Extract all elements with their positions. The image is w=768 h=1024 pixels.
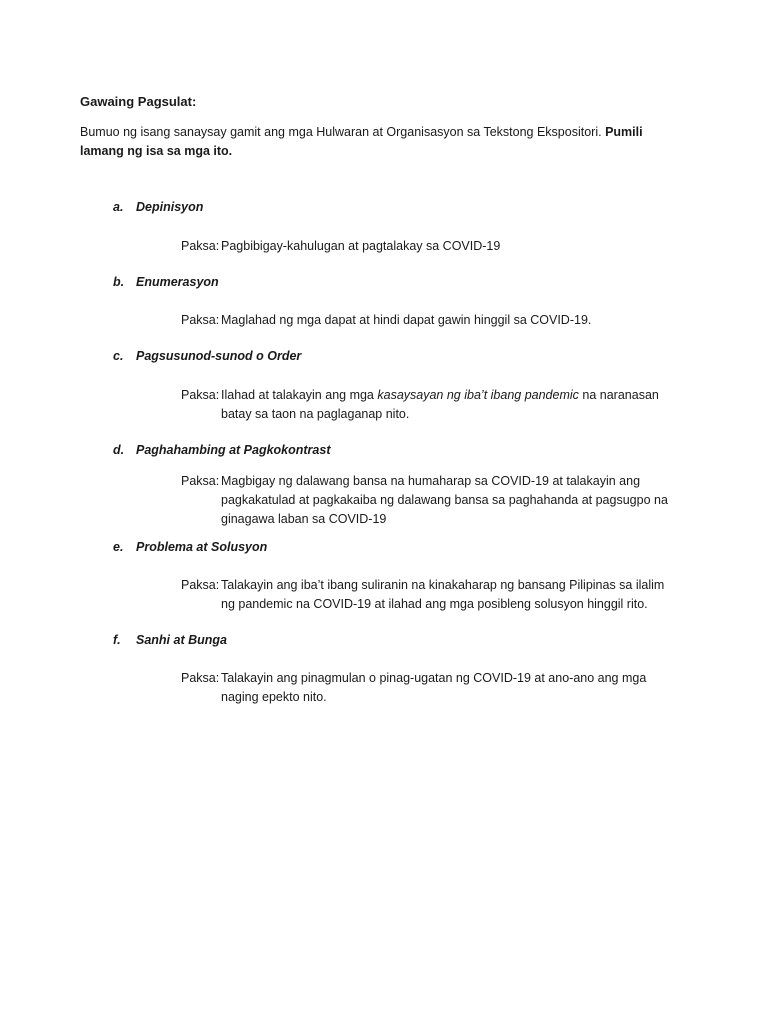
topic-text: Talakayin ang iba’t ibang suliranin na kinakaharap ng bansang Pilipinas sa ilalim ng pandemic na COVID-19 at ilahad ang mga posibleng solusyon hinggil rito. [221,578,665,611]
topic-text-before: Ilahad at talakayin ang mga [221,388,374,402]
item-title: Sanhi at Bunga [136,633,227,647]
topic-text: Talakayin ang pinagmulan o pinag-ugatan ng COVID-19 at ano-ano ang mga naging epekto nito. [221,671,647,704]
page-heading: Gawaing Pagsulat: [80,94,197,109]
item-title: Pagsusunod-sunod o Order [136,349,302,363]
instructions-emphasis: Pumili lamang ng isa sa mga ito. [80,125,643,158]
item-label: c. [113,349,124,363]
item-label: b. [113,275,125,289]
topic-text [221,386,681,424]
item-topic [181,472,681,529]
topic-prefix: Paksa: [181,313,220,327]
item-label: a. [113,200,124,214]
item-topic [181,669,681,707]
topic-text: Magbigay ng dalawang bansa na humaharap sa COVID-19 at talakayin ang pagkakatulad at pagkakaiba ng dalawang bansa sa paghahanda at pagsugpo na ginagawa laban sa COVID-19 [221,474,668,526]
topic-prefix: Paksa: [181,474,220,488]
topic-prefix: Paksa: [181,671,220,685]
topic-text-italic: kasaysayan ng iba’t ibang pandemic [377,388,579,402]
topic-text-after: na naranasan batay sa taon na paglaganap nito. [221,388,659,421]
item-title: Problema at Solusyon [136,540,268,554]
item-label: e. [113,540,124,554]
item-title: Paghahambing at Pagkokontrast [136,443,331,457]
item-title: Depinisyon [136,200,204,214]
topic-prefix: Paksa: [181,239,220,253]
topic-text: Pagbibigay-kahulugan at pagtalakay sa COVID-19 [221,239,501,253]
topic-prefix: Paksa: [181,388,220,402]
item-topic [181,311,681,330]
instructions-paragraph [80,123,680,161]
item-topic [181,237,681,256]
topic-prefix: Paksa: [181,578,220,592]
instructions-main: Bumuo ng isang sanaysay gamit ang mga Hulwaran at Organisasyon sa Tekstong Ekspositori. [80,125,602,139]
item-label: f. [113,633,121,647]
item-title: Enumerasyon [136,275,219,289]
item-topic [181,576,681,614]
item-label: d. [113,443,125,457]
topic-text: Maglahad ng mga dapat at hindi dapat gawin hinggil sa COVID-19. [221,313,592,327]
item-topic [181,386,681,424]
